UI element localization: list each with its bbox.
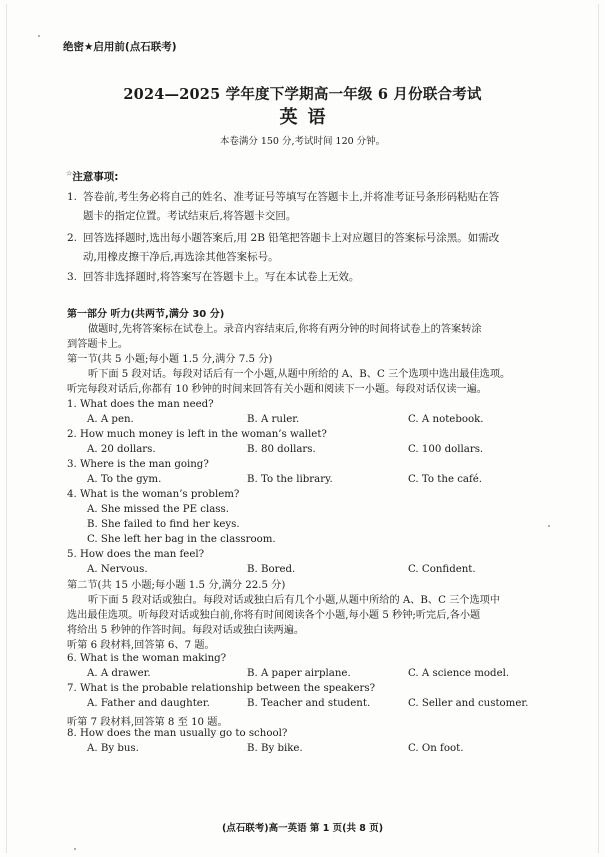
material-6-instruction: 听第 6 段材料,回答第 6、7 题。 bbox=[67, 640, 215, 651]
exam-meta: 本卷满分 150 分,考试时间 120 分钟。 bbox=[219, 136, 386, 147]
section1-heading: 第一节(共 5 小题;每小题 1.5 分,满分 7.5 分) bbox=[67, 354, 273, 365]
q8-option-a: A. By bus. bbox=[87, 743, 139, 754]
question-3: 3. Where is the man going? bbox=[67, 459, 209, 470]
q5-option-c: C. Confident. bbox=[408, 564, 476, 575]
scan-speck bbox=[38, 35, 40, 37]
secret-label: 绝密★启用前(点石联考) bbox=[63, 41, 177, 53]
section1-intro-line2: 听完每段对话后,你都有 10 秒钟的时间来回答有关小题和阅读下一小题。每段对话仅读一遍。 bbox=[67, 384, 487, 395]
part1-intro-line2: 到答题卡上。 bbox=[67, 339, 129, 350]
q1-option-a: A. A pen. bbox=[87, 414, 134, 425]
q2-option-a: A. 20 dollars. bbox=[87, 444, 156, 455]
question-6: 6. What is the woman making? bbox=[67, 653, 227, 664]
q7-option-c: C. Seller and customer. bbox=[408, 698, 529, 709]
q2-option-c: C. 100 dollars. bbox=[408, 444, 484, 455]
q6-option-b: B. A paper airplane. bbox=[247, 668, 351, 679]
part1-block bbox=[67, 307, 589, 397]
notice-item-3: 3. 回答非选择题时,将答案写在答题卡上。写在本试卷上无效。 bbox=[67, 271, 360, 283]
question-4: 4. What is the woman’s problem? bbox=[67, 489, 240, 500]
section2-intro-line1: 听下面 5 段对话或独白。每段对话或独白后有几个小题,从题中所给的 A、B、C 三个选项中 bbox=[88, 595, 501, 606]
question-7: 7. What is the probable relationship between the speakers? bbox=[67, 683, 376, 694]
scan-speck bbox=[74, 848, 76, 850]
question-1: 1. What does the man need? bbox=[67, 399, 214, 410]
q4-option-a: A. She missed the PE class. bbox=[87, 504, 229, 515]
section1-intro-line1: 听下面 5 段对话。每段对话后有一个小题,从题中所给的 A、B、C 三个选项中选出最佳选项。 bbox=[88, 369, 511, 380]
exam-title: 2024—2025 学年度下学期高一年级 6 月份联合考试 bbox=[123, 86, 482, 103]
page-footer: (点石联考)高一英语 第 1 页(共 8 页) bbox=[221, 823, 384, 834]
section2-intro-line3: 将给出 5 秒钟的作答时间。每段对话或独白读两遍。 bbox=[67, 625, 305, 636]
question-2: 2. How much money is left in the woman’s wallet? bbox=[67, 429, 327, 440]
q2-option-b: B. 80 dollars. bbox=[247, 444, 316, 455]
q7-option-a: A. Father and daughter. bbox=[87, 698, 210, 709]
material-7-instruction: 听第 7 段材料,回答第 8 至 10 题。 bbox=[67, 717, 228, 728]
q4-option-b: B. She failed to find her keys. bbox=[87, 519, 240, 530]
notice-heading: ☆注意事项: bbox=[66, 169, 119, 183]
q6-option-c: C. A science model. bbox=[408, 668, 510, 679]
q7-option-b: B. Teacher and student. bbox=[247, 698, 371, 709]
q5-option-a: A. Nervous. bbox=[87, 564, 148, 575]
part1-heading: 第一部分 听力(共两节,满分 30 分) bbox=[67, 309, 225, 320]
question-5: 5. How does the man feel? bbox=[67, 549, 205, 560]
subject-title: 英语 bbox=[279, 107, 336, 128]
q6-option-a: A. A drawer. bbox=[87, 668, 151, 679]
star-icon: ☆ bbox=[66, 169, 73, 178]
section2-heading: 第二节(共 15 小题;每小题 1.5 分,满分 22.5 分) bbox=[67, 580, 286, 591]
scan-speck bbox=[548, 525, 550, 527]
q3-option-a: A. To the gym. bbox=[87, 474, 162, 485]
question-8: 8. How does the man usually go to school? bbox=[67, 728, 288, 739]
section2-block bbox=[67, 578, 589, 653]
q3-option-b: B. To the library. bbox=[247, 474, 333, 485]
q1-option-b: B. A ruler. bbox=[247, 414, 300, 425]
q3-option-c: C. To the café. bbox=[408, 474, 483, 485]
q4-option-c: C. She left her bag in the classroom. bbox=[87, 534, 276, 545]
q8-option-b: B. By bike. bbox=[247, 743, 303, 754]
section2-intro-line2: 选出最佳选项。听每段对话或独白前,你将有时间阅读各个小题,每小题 5 秒钟;听完后,各小题 bbox=[67, 610, 481, 621]
notice-item-1: 1. 答卷前,考生务必将自己的姓名、准考证号等填写在答题卡上,并将准考证号条形码粘贴在答 题卡的指定位置。考试结束后,将答题卡交回。 bbox=[67, 191, 500, 222]
notice-item-2: 2. 回答选择题时,选出每小题答案后,用 2B 铅笔把答题卡上对应题目的答案标号涂黑。如需改 动,用橡皮擦干净后,再选涂其他答案标号。 bbox=[67, 232, 500, 263]
part1-intro-line1: 做题时,先将答案标在试卷上。录音内容结束后,你将有两分钟的时间将试卷上的答案转涂 bbox=[88, 324, 482, 335]
q5-option-b: B. Bored. bbox=[247, 564, 296, 575]
q8-option-c: C. On foot. bbox=[408, 743, 464, 754]
q1-option-c: C. A notebook. bbox=[408, 414, 484, 425]
